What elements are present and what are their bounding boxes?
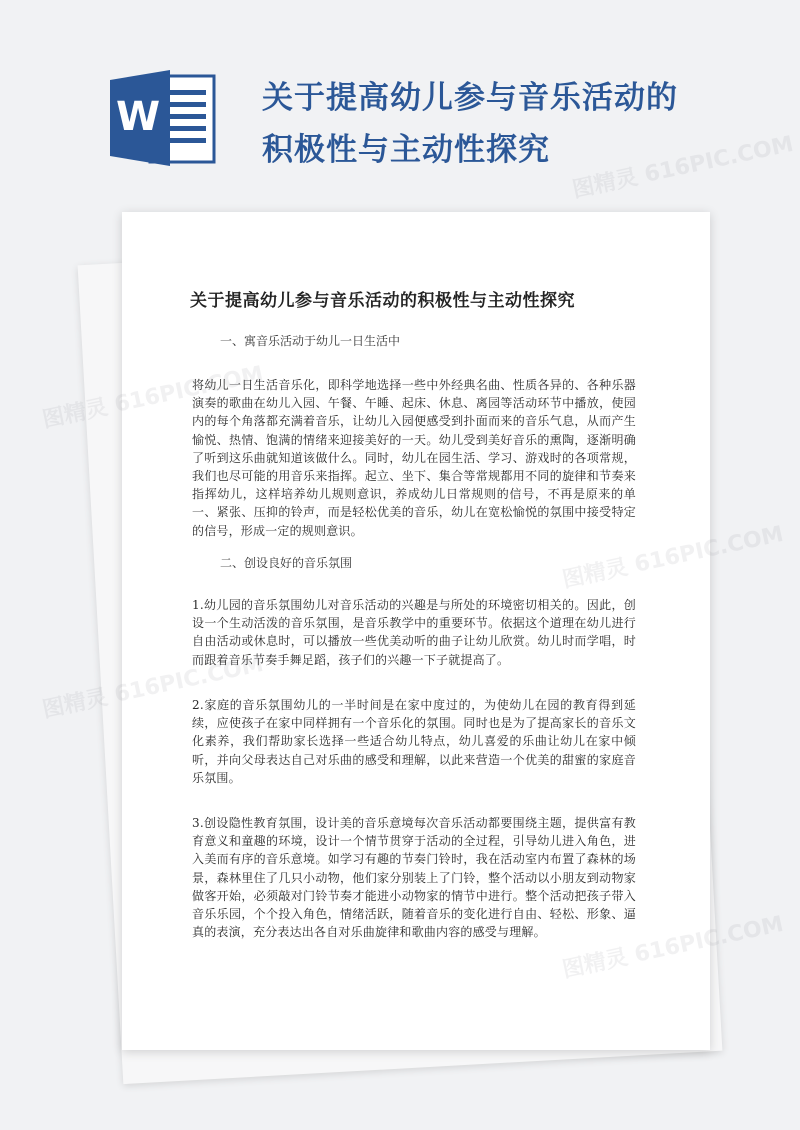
header-banner [0,0,800,200]
paragraph: 2.家庭的音乐氛围幼儿的一半时间是在家中度过的，为使幼儿在园的教育得到延续，应使孩子在家中同样拥有一个音乐化的氛围。同时也是为了提高家长的音乐文化素养，我们帮助家长选择一些适合幼儿特点，幼儿喜爱的乐曲让幼儿在家中倾听，并向父母表达自己对乐曲的感受和理解，以此来营造一个优美的甜蜜的家庭音乐氛围。 [192,698,636,785]
section-heading-1: 一、寓音乐活动于幼儿一日生活中 [220,334,401,348]
watermark-text: 图精灵 616PIC.COM [570,131,796,204]
section-heading-2: 二、创设良好的音乐氛围 [220,556,353,570]
watermark-text: 图精灵 [40,394,111,434]
word-logo-letter: W [115,94,161,140]
paragraph: 将幼儿一日生活音乐化，即科学地选择一些中外经典名曲、性质各异的、各种乐器演奏的歌曲在幼儿入园、午餐、午睡、起床、休息、离园等活动环节中播放，使园内的每个角落都充满着音乐，让幼儿入园便感受到扑面而来的音乐气息，从而产生愉悦、热情、饱满的情绪来迎接美好的一天。幼儿受到美好音乐的熏陶，逐渐明确了听到这乐曲就知道该做什么。同时，幼儿在园生活、学习、游戏时的各项常规，我们也尽可能的用音乐来指挥。起立、坐下、集合等常规都用不同的旋律和节奏来指挥幼儿，这样培养幼儿规则意识，养成幼儿日常规则的信号，不再是原来的单一、紧张、压抑的铃声，而是轻松优美的音乐，幼儿在宽松愉悦的氛围中接受特定的信号，形成一定的规则意识。 [192,378,636,538]
document-page [122,212,710,1050]
watermark-text: 图精灵 [40,684,111,724]
word-document-icon [108,68,216,168]
banner-title-line-2: 积极性与主动性探究 [262,132,550,168]
article-title: 关于提高幼儿参与音乐活动的积极性与主动性探究 [190,291,575,311]
paragraph: 1.幼儿园的音乐氛围幼儿对音乐活动的兴趣是与所处的环境密切相关的。因此，创设一个生动活泼的音乐氛围，是音乐教学中的重要环节。依据这个道理在幼儿进行自由活动或休息时，可以播放一些优美动听的曲子让幼儿欣赏。幼儿时而学唱，时而跟着音乐节奏手舞足蹈，孩子们的兴趣一下子就提高了。 [192,598,636,667]
paragraph: 3.创设隐性教育氛围，设计美的音乐意境每次音乐活动都要围绕主题，提供富有教育意义和童趣的环境，设计一个情节贯穿于活动的全过程，引导幼儿进入角色，进入美而有序的音乐意境。如学习有趣的节奏门铃时，我在活动室内布置了森林的场景，森林里住了几只小动物，他们家分别装上了门铃，整个活动以小朋友到动物家做客开始，必须敲对门铃节奏才能进小动物家的情节中进行。整个活动把孩子带入音乐乐园，个个投入角色，情绪活跃，随着音乐的变化进行自由、轻松、形象、逼真的表演，充分表达出各自对乐曲旋律和歌曲内容的感受与理解。 [192,816,636,940]
banner-title-line-1: 关于提高幼儿参与音乐活动的 [262,80,678,116]
